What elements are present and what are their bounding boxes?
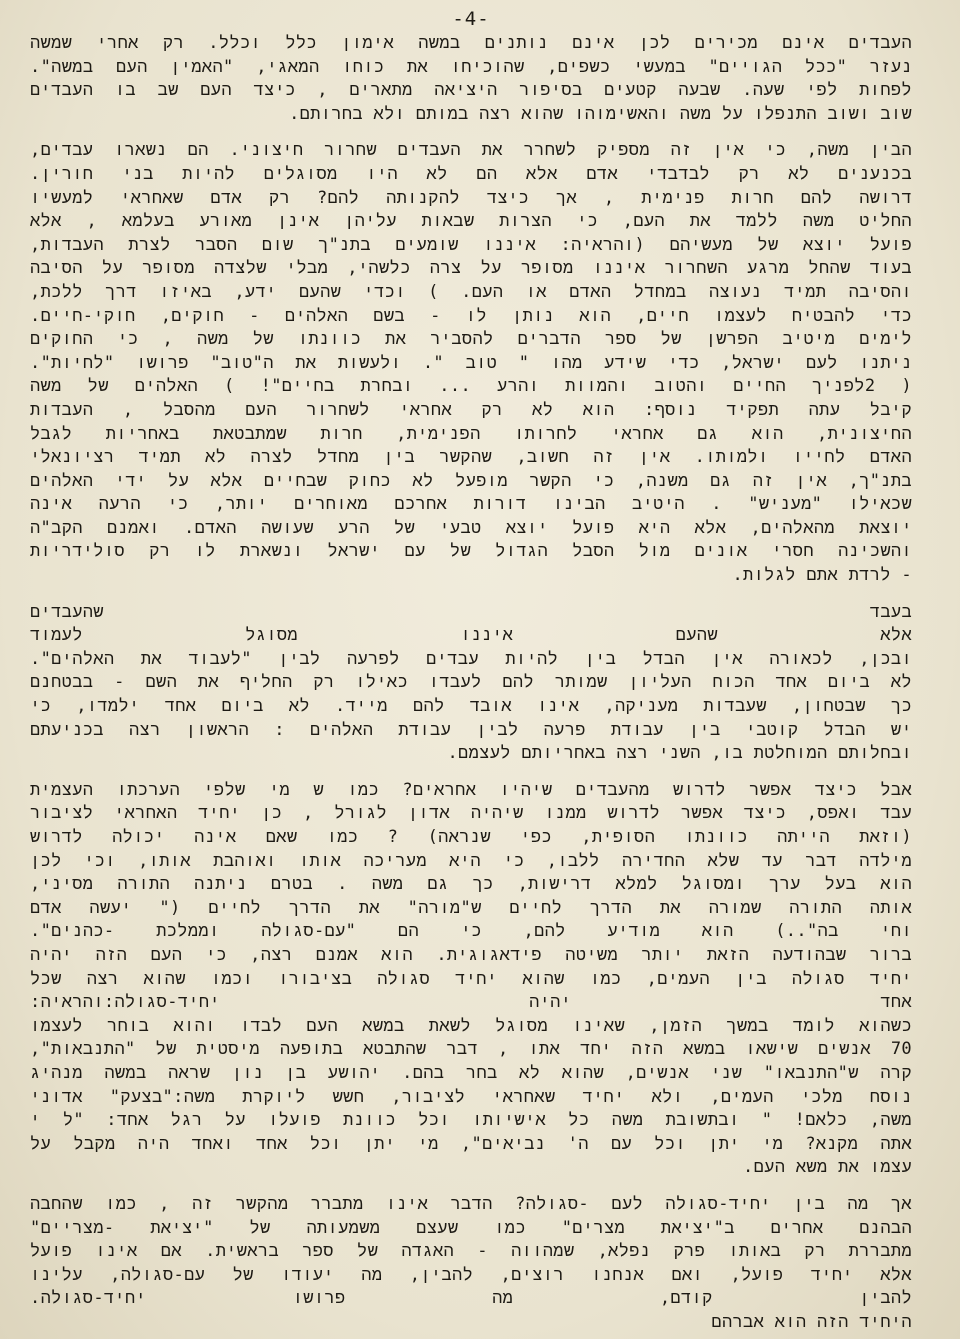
text-line: בכנענים לא רק לבדבדי אדם אלא הם לא היו מסוגלים להיות בני חורין.	[30, 163, 912, 184]
text-line: ובכן, לכאורה אין הבדל בין להיות עבדים לפרעה לבין "לעבוד את האלהים".	[30, 648, 912, 669]
text-line: יוצאת מהאלהים, אלא היא פועל יוצא טבעי של הרע שעושה האדם. ואמנם הקב"ה	[30, 517, 912, 538]
text-line: בעבד שהעבדים	[30, 601, 912, 622]
text-line: ( 2לפניך החיים והטוב והמוות והרע ... ובחרת בחיים"! ) האלהים של משה	[30, 376, 912, 397]
text-line: אבל כיצד אפשר לדרוש מהעבדים שיהיו אחראים? כמו ש מי שלפי הערכתו העצמית	[30, 779, 912, 800]
text-line: אותה התורה שמורה את הדרך לחיים ש"מורה" את הדרך לחיים (" יעשה אדם	[30, 897, 912, 918]
text-line: שוב ושוב התנפלו על משה והאשימוהו שהוא רצה במותם ולא בחרותם.	[289, 103, 912, 124]
text-line: (וזאת הייתה כוונתו הסופית, כפי שנראה) ? כמו שאם אינה יכולה לדרוש	[30, 827, 912, 847]
text-line: קיבל עתה תפקיד נוסף: הוא לא רק אחראי לשחרור העם מהסבל , העבדות	[30, 399, 912, 420]
page-number: -4-	[452, 8, 490, 30]
text-line: אלא שהעם איננו מסוגל לעמוד	[30, 625, 912, 646]
text-line: בתנ"ך, אין זה גם משנה, כי הקשר מופעל לא כחוק שבחיים אלא על ידי האלהים	[30, 470, 912, 491]
text-line: האדם לחייו ולמותו. אין זה חשוב, שהקשר בין מחדל לצרה לא תמיד רציונאלי	[30, 447, 912, 468]
text-line: אתה מקנא? מי יתן וכל עם ה' נביאים", מי יתן וכל אחד ואחד היה מקבל על	[30, 1133, 912, 1154]
text-line: והשכינה חסרי אונים מול הסבל הגדול של עם ישראל ונשארת לו רק סולידריות	[30, 541, 912, 562]
text-line: אלא יחיד פועל, ואם אנחנו רוצים, להבין, מה יעודו של עם-סגולה, עלינו	[30, 1264, 912, 1285]
text-line: אחד יהיה יחיד-סגולה:והראיה:	[30, 992, 912, 1013]
text-line: עבד ואפס, כיצד אפשר לדרוש ממנו שיהיה אדון לגורל , כן יחיד האחראי לציבור	[30, 803, 912, 824]
paragraph	[30, 779, 912, 1180]
text-line: משה, כלאם! " ובתשובת משה כל אישיותו וכל כוונת פועלו על רגל אחד: "ל י	[30, 1110, 912, 1131]
text-line: והסיבה תמיד נעוצה במחדל האדם או העם. ) וכדי שהעם ידע, באיזו דרך ללכת,	[30, 281, 912, 302]
paragraph	[30, 139, 912, 587]
text-line: וחי בה"..) הוא מודיע להם, כי הם "עם-סגולה וממלכת -כהנים".	[30, 921, 912, 942]
document-body	[30, 32, 912, 1334]
text-line: עצמו את משא העם.	[743, 1157, 912, 1178]
text-line: ניתנו לעם ישראל, כדי שידע מהו " טוב ". ולעשות את ה"טוב" פרושו "לחיות".	[30, 352, 912, 373]
paragraph	[30, 1193, 912, 1335]
text-line: ברור שבהודעה הזאת יותר משיטה פידאגוגית. הוא אמנם רצה, כי העם הזה יהיה	[30, 944, 912, 965]
text-line: 70 אנשים שישאו במשא הזה יחד אתו , דבר שהתבטא בתופעה מיסטית של "התנבאות",	[30, 1039, 912, 1060]
text-line: לא ביום אחד הכוח העליון שמותר להם לעבדו כאילו רק החליף את השם - בבטחנם	[30, 672, 912, 693]
text-line: דרושה להם חרות פנימית , אך כיצד להקנותה להם? רק אדם שאחראי למעשיו	[30, 187, 912, 208]
text-line: כדי להבטיח לעצמו חיים, הוא נותן לו - בשם האלהים - חוקים, חוקי-חיים.	[30, 305, 912, 326]
text-line: יש הבדל קוטבי בין עבודת פרעה לבין עבודת האלהים : הראשון רצה בכניעתם	[30, 719, 912, 740]
text-line: הוא בעל ערך ומסוגל למלא דרישות, כך גם משה . בטרם ניתנה התורה מסיני,	[30, 874, 912, 895]
text-line: שכאילו "מעניש" . היטיב הבינו דורות אחרכם מאוחרים יותר, כי הרעה אינה	[30, 494, 912, 515]
text-line: הבין משה, כי אין זה מספיק לשחרר את העבדים שחרור חיצוני. הם נשארו עבדים,	[30, 140, 912, 161]
paragraph	[30, 601, 912, 766]
text-line: מילדה דבר עד שלא החדירה ללבו, כי היא מעריכה אותו ואוהבת אותו, וכי לכן	[30, 850, 912, 871]
text-line: ובחלותם המוחלטת בו, השני רצה באחריותם לעצמם.	[447, 743, 912, 764]
text-line: נעזר "ככל הגויים" במעשי כשפים, שהוכיחו את כוחו המאגי, "האמין העם במשה".	[30, 56, 912, 77]
text-line: החיצונית, הוא גם אחראי לחרותו הפנימית, חרות שמתבטאת באחריות לגבל	[30, 423, 912, 444]
text-line: החליט משה ללמד את העם, כי הצרות שבאות עליהן אינן מאורע בעלמא , אלא	[30, 211, 912, 232]
text-line: מתבררת רק באותו פרק נפלא, שמהווה - האגדה של ספר בראשית. אם אינו פועל	[30, 1241, 912, 1262]
text-line: להבין קודם, מה פרושו יחיד-סגולה.	[30, 1288, 912, 1309]
text-line: לימים מיטיב הפרשן של ספר הדברים להסביר את כוונתו של משה , כי החוקים	[30, 329, 912, 350]
text-line: בעוד שהחל מרגע השחרור איננו מסופר על צרה כלשהי, מבלי שלצדה מסופר על הסיבה	[30, 258, 912, 279]
text-line: כשהוא לומד במשך הזמן, שאינו מסוגל לשאת במשא העם לבדו והוא בוחר לעצמו	[30, 1015, 912, 1036]
paragraph	[30, 32, 912, 126]
text-line: העבדים אינם מכירים לכן אינם נותנים במשה אימון כלל וכלל. רק אחרי שמשה	[30, 33, 912, 53]
text-line: כך שבטחון, שעבדות מעניקה, אינו אובד להם מייד. לא ביום אחד ילמדו, כי	[30, 696, 912, 717]
text-line: - לרדת אתם לגלות.	[732, 565, 912, 586]
text-line: יחיד סגולה בין העמים, כמו שהוא יחיד סגולה בציבורו וכמו שהוא רצה שכל	[30, 968, 912, 989]
text-line: אך מה בין יחיד-סגולה לעם -סגולה? הדבר אינו מתברר מהקשר זה , כמו שהחבה	[30, 1193, 912, 1214]
text-line: לפחות לפי שעה. שבעה קטעים בסיפור היציאה מתארים , כיצד העם שב בו העבדים	[30, 80, 912, 101]
text-line: פועל יוצא של מעשיהם (והראיה: איננו שומעים בתנ"ך שום הסבר לצרת העבדות,	[30, 234, 912, 255]
text-line: הבהנם אחרים ב"יציאת מצרים" כמו שעצם משמעותה של "יציאת -מצריים"	[30, 1217, 912, 1238]
text-line: קרה ש"התנבאו" שני אנשים, שהוא לא בחר בהם. יהושע בן נון שראה במשה מנהיג	[30, 1062, 912, 1083]
text-line: נוסח מלכי העמים, ולא יחיד שאחראי לציבור, חשש ליוקרת משה:"בצעק" אדוני	[30, 1086, 912, 1107]
text-line: היחיד הזה הוא אברהם	[711, 1311, 912, 1332]
